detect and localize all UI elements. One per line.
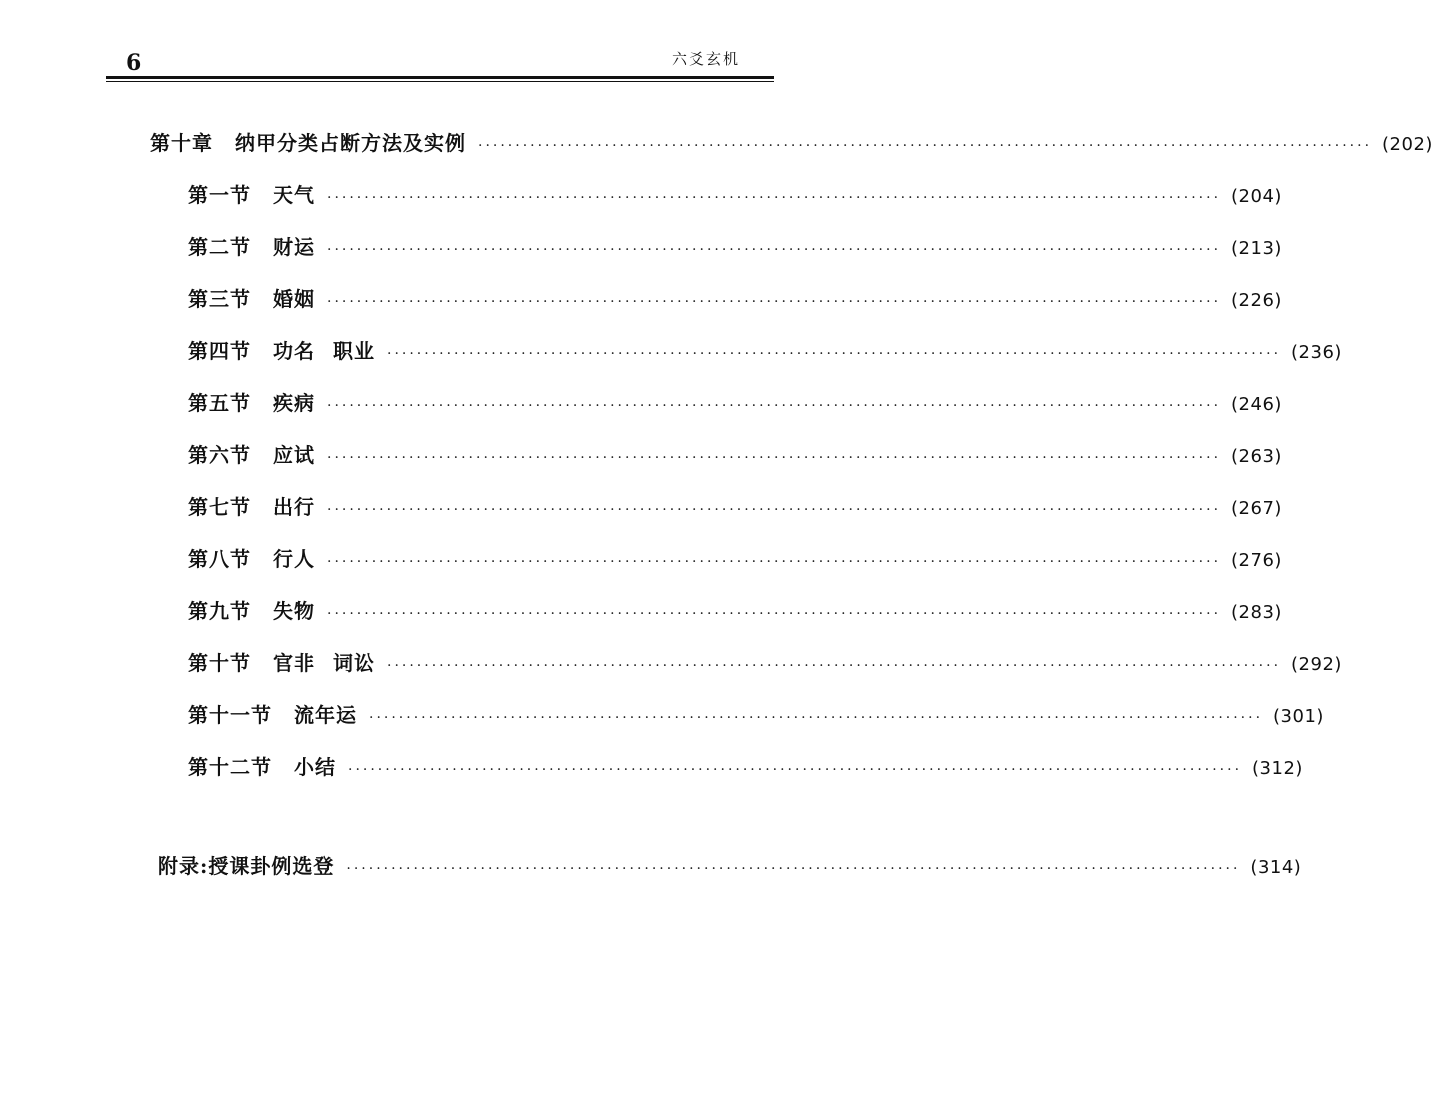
section-title: 疾病 [273,391,315,415]
section-title: 应试 [273,443,315,467]
appendix-page: (314) [1250,857,1302,878]
appendix-prefix: 附录: [158,854,209,878]
section-title: 财运 [273,235,315,259]
toc-section-entry [188,596,1282,626]
toc-section-entry [188,648,1342,678]
section-page: (263) [1231,446,1282,467]
appendix-title: 授课卦例选登 [208,854,335,878]
toc-leader-dots: ························································································································ [327,398,1222,414]
toc-appendix-entry [158,851,1302,881]
chapter-title: 纳甲分类占断方法及实例 [235,131,466,155]
section-title-secondary: 职业 [333,339,375,363]
toc-leader-dots: ························································································································ [327,450,1222,466]
section-page: (204) [1231,186,1282,207]
toc-appendix-label [158,851,334,881]
section-page: (312) [1252,758,1303,779]
toc-section-label [188,336,375,366]
section-page: (246) [1231,394,1282,415]
toc-section-label [188,752,336,782]
toc-leader-dots: ························································································································ [348,762,1243,778]
toc-section-label [188,284,315,314]
section-number: 第五节 [188,391,251,415]
toc-section-entry [188,232,1282,262]
toc-leader-dots: ························································································································ [327,502,1222,518]
section-page: (283) [1231,602,1282,623]
section-page: (267) [1231,498,1282,519]
toc-leader-dots: ························································································································ [387,346,1282,362]
toc-section-label [188,492,315,522]
section-number: 第十二节 [188,755,272,779]
section-number: 第二节 [188,235,251,259]
section-number: 第八节 [188,547,251,571]
toc-leader-dots: ························································································································ [327,606,1222,622]
section-number: 第一节 [188,183,251,207]
section-title: 出行 [273,495,315,519]
toc-section-entry [188,388,1282,418]
section-number: 第三节 [188,287,251,311]
toc-chapter-label [150,128,466,158]
section-title: 功名 [273,339,315,363]
toc-section-label [188,180,315,210]
section-number: 第九节 [188,599,251,623]
header-rule-thin [106,81,774,82]
toc-section-entry [188,544,1282,574]
toc-section-label [188,648,375,678]
section-title: 婚姻 [273,287,315,311]
section-page: (276) [1231,550,1282,571]
section-number: 第七节 [188,495,251,519]
toc-leader-dots: ························································································································ [327,554,1222,570]
toc-leader-dots: ························································································································ [346,861,1241,877]
toc-section-label [188,700,357,730]
toc-leader-dots: ························································································································ [327,190,1222,206]
section-page: (226) [1231,290,1282,311]
toc-section-label [188,596,315,626]
section-title: 天气 [273,183,315,207]
section-title-secondary: 词讼 [333,651,375,675]
toc-leader-dots: ························································································································ [478,138,1373,154]
section-title: 失物 [273,599,315,623]
header-rule-thick [106,76,774,79]
toc-section-entry [188,700,1324,730]
toc-leader-dots: ························································································································ [327,242,1222,258]
running-title: 六爻玄机 [672,50,741,68]
section-number: 第六节 [188,443,251,467]
toc-section-label [188,544,315,574]
section-number: 第十节 [188,651,251,675]
toc-section-entry [188,336,1342,366]
chapter-number: 第十章 [150,131,213,155]
section-page: (213) [1231,238,1282,259]
section-page: (301) [1273,706,1324,727]
toc-leader-dots: ························································································································ [327,294,1222,310]
section-page: (292) [1291,654,1342,675]
toc-section-entry [188,440,1282,470]
toc-leader-dots: ························································································································ [369,710,1264,726]
toc-chapter-entry [150,128,1433,158]
toc-section-entry [188,180,1282,210]
section-title: 行人 [273,547,315,571]
toc-leader-dots: ························································································································ [387,658,1282,674]
section-title: 流年运 [294,703,357,727]
toc-section-entry [188,752,1303,782]
section-title: 小结 [294,755,336,779]
toc-section-entry [188,284,1282,314]
section-number: 第四节 [188,339,251,363]
toc-section-label [188,388,315,418]
section-page: (236) [1291,342,1342,363]
toc-section-entry [188,492,1282,522]
page-number: 6 [126,50,142,76]
section-title: 官非 [273,651,315,675]
section-number: 第十一节 [188,703,272,727]
toc-section-label [188,440,315,470]
chapter-page: (202) [1382,134,1433,155]
toc-section-label [188,232,315,262]
